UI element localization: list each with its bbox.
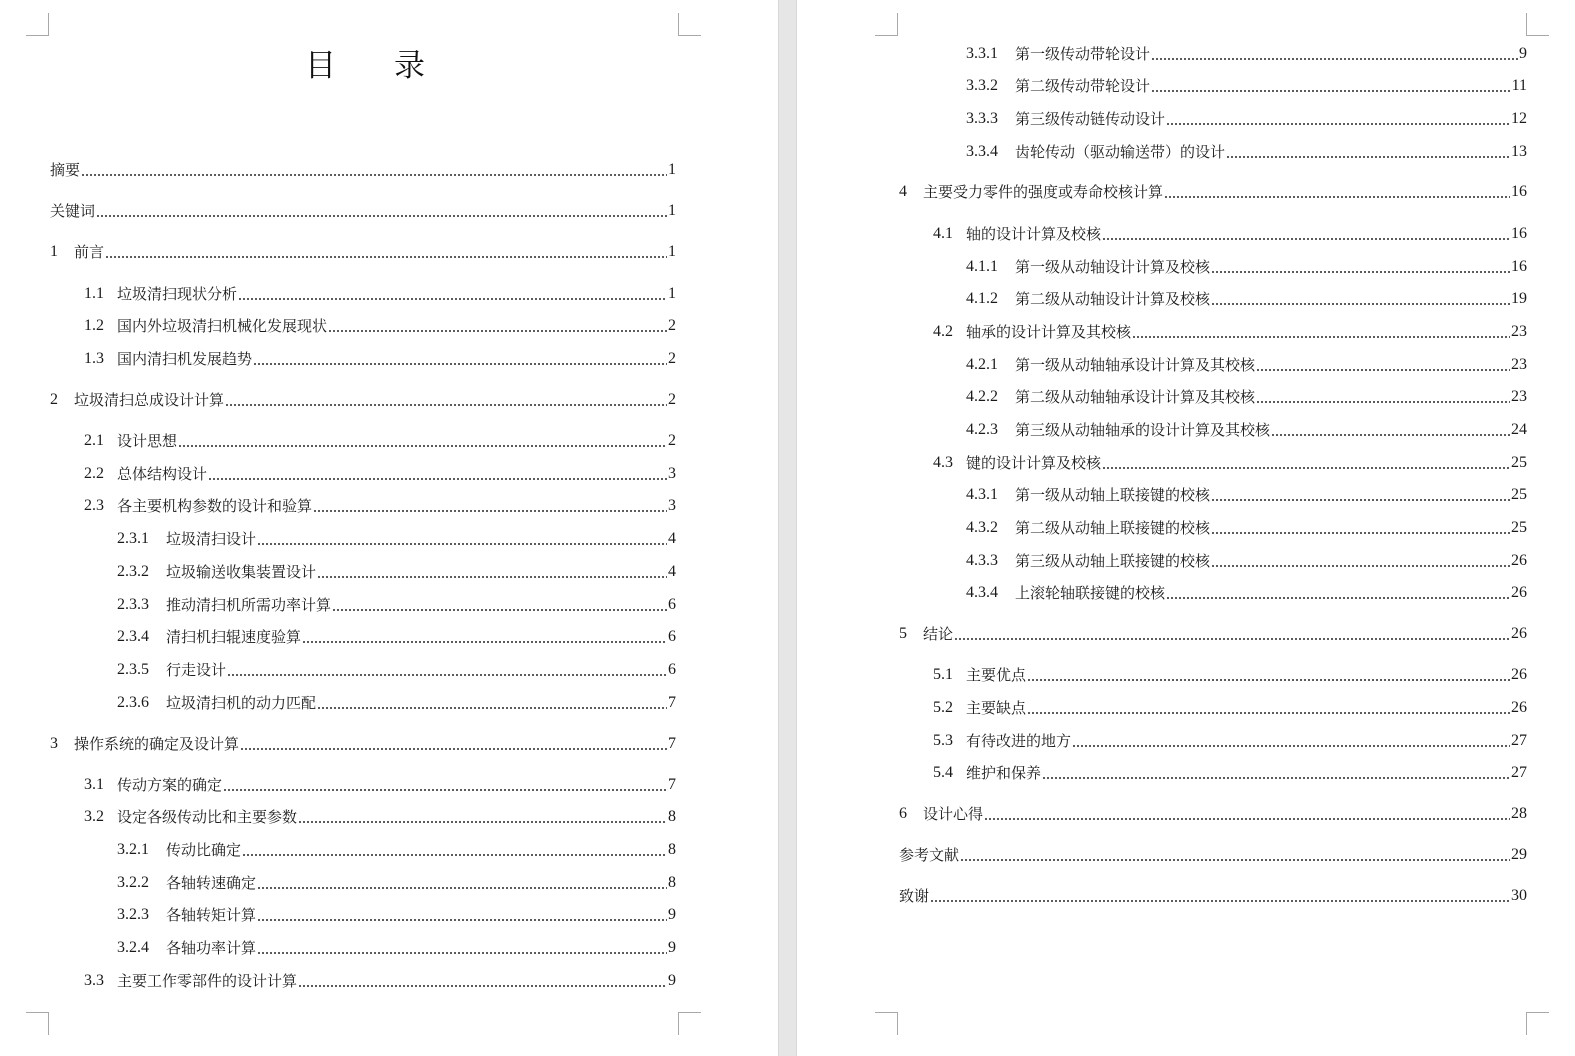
toc-entry[interactable] <box>117 527 676 549</box>
toc-entry-number: 4.3.2 <box>966 519 998 536</box>
toc-entry[interactable] <box>117 871 676 893</box>
toc-entry-number: 4.3.3 <box>966 552 998 569</box>
toc-entry-label: 国内外垃圾清扫机械化发展现状 <box>117 317 328 335</box>
toc-entry[interactable] <box>966 353 1527 375</box>
toc-entry-page-number: 23 <box>1511 323 1527 340</box>
dot-leader <box>105 256 667 258</box>
toc-entry[interactable] <box>966 385 1527 407</box>
dot-leader <box>1271 434 1510 436</box>
toc-entry-page-number: 3 <box>668 497 676 514</box>
dot-leader <box>1151 58 1518 60</box>
toc-entry-page-number: 26 <box>1511 584 1527 601</box>
toc-entry-number: 2.1 <box>84 432 104 449</box>
toc-entry-page-number: 8 <box>668 841 676 858</box>
toc-entry-page-number: 27 <box>1511 764 1527 781</box>
toc-entry-label: 各轴转速确定 <box>166 874 257 892</box>
page-corner-mark <box>1526 13 1549 36</box>
toc-entry-page-number: 7 <box>668 735 676 752</box>
toc-entry-label: 轴承的设计计算及其校核 <box>966 323 1132 341</box>
toc-entry[interactable] <box>117 838 676 860</box>
toc-entry-number: 2.3.5 <box>117 661 149 678</box>
toc-entry-label: 结论 <box>923 625 954 643</box>
dot-leader <box>225 404 667 406</box>
toc-entry-label: 上滚轮轴联接键的校核 <box>1015 584 1166 602</box>
toc-entry-number: 1.1 <box>84 285 104 302</box>
page-corner-mark <box>1526 1012 1549 1035</box>
toc-entry-label: 垃圾清扫设计 <box>166 530 257 548</box>
toc-entry-number: 3.3 <box>84 972 104 989</box>
dot-leader <box>328 330 667 332</box>
toc-entry-page-number: 6 <box>668 628 676 645</box>
toc-entry-page-number: 3 <box>668 465 676 482</box>
toc-entry[interactable] <box>117 936 676 958</box>
toc-entry-page-number: 30 <box>1511 887 1527 904</box>
toc-entry-page-number: 26 <box>1511 666 1527 683</box>
toc-entry[interactable] <box>899 622 1527 644</box>
toc-entry[interactable] <box>933 696 1527 718</box>
toc-entry-number: 3.3.1 <box>966 45 998 62</box>
toc-entry-page-number: 2 <box>668 317 676 334</box>
toc-entry[interactable] <box>966 107 1527 129</box>
toc-entry[interactable] <box>117 593 676 615</box>
toc-entry[interactable] <box>933 663 1527 685</box>
toc-entry-page-number: 8 <box>668 808 676 825</box>
toc-entry[interactable] <box>84 969 676 991</box>
toc-entry-label: 摘要 <box>50 161 81 179</box>
toc-entry-label: 传动比确定 <box>166 841 242 859</box>
dot-leader <box>96 215 667 217</box>
toc-entry[interactable] <box>966 287 1527 309</box>
toc-entry[interactable] <box>84 314 676 336</box>
toc-entry-label: 设计思想 <box>117 432 178 450</box>
dot-leader <box>253 363 667 365</box>
toc-entry[interactable] <box>117 625 676 647</box>
toc-entry-label: 国内清扫机发展趋势 <box>117 350 253 368</box>
toc-entry-number: 3.2.3 <box>117 906 149 923</box>
toc-entry-label: 致谢 <box>899 887 930 905</box>
toc-entry-label: 轴的设计计算及校核 <box>966 225 1102 243</box>
toc-entry-page-number: 27 <box>1511 732 1527 749</box>
dot-leader <box>1132 336 1510 338</box>
toc-entry-page-number: 25 <box>1511 486 1527 503</box>
dot-leader <box>298 821 667 823</box>
toc-entry-page-number: 9 <box>668 906 676 923</box>
toc-entry[interactable] <box>966 418 1527 440</box>
toc-entry-number: 4.2.2 <box>966 388 998 405</box>
page-corner-mark <box>875 1012 898 1035</box>
toc-entry-label: 第三级从动轴上联接键的校核 <box>1015 552 1211 570</box>
toc-entry-number: 4.3 <box>933 454 953 471</box>
toc-entry-number: 4.2 <box>933 323 953 340</box>
toc-entry-label: 维护和保养 <box>966 764 1042 782</box>
toc-entry-label: 垃圾输送收集装置设计 <box>166 563 317 581</box>
toc-entry-label: 各轴转矩计算 <box>166 906 257 924</box>
toc-entry-page-number: 7 <box>668 776 676 793</box>
toc-entry-page-number: 16 <box>1511 183 1527 200</box>
toc-entry-label: 操作系统的确定及设计算 <box>74 735 240 753</box>
toc-entry-page-number: 6 <box>668 596 676 613</box>
toc-entry[interactable] <box>933 320 1527 342</box>
dot-leader <box>1042 777 1510 779</box>
toc-entry-label: 第一级传动带轮设计 <box>1015 45 1151 63</box>
toc-entry[interactable] <box>966 140 1527 162</box>
dot-leader <box>1164 196 1510 198</box>
toc-entry-label: 各轴功率计算 <box>166 939 257 957</box>
toc-entry-number: 1.2 <box>84 317 104 334</box>
dot-leader <box>1211 565 1510 567</box>
toc-entry-page-number: 29 <box>1511 846 1527 863</box>
toc-entry-page-number: 26 <box>1511 552 1527 569</box>
document-page-left <box>0 0 778 1056</box>
toc-entry[interactable] <box>933 761 1527 783</box>
toc-entry-number: 4.1.1 <box>966 258 998 275</box>
toc-entry[interactable] <box>50 199 676 221</box>
toc-entry-page-number: 2 <box>668 432 676 449</box>
toc-entry[interactable] <box>966 42 1527 64</box>
dot-leader <box>238 298 667 300</box>
toc-entry-number: 5.2 <box>933 699 953 716</box>
toc-entry-page-number: 28 <box>1511 805 1527 822</box>
toc-entry-label: 总体结构设计 <box>117 465 208 483</box>
toc-entry-number: 4.3.1 <box>966 486 998 503</box>
dot-leader <box>302 641 667 643</box>
toc-entry[interactable] <box>84 347 676 369</box>
toc-title: 目录 <box>305 48 483 84</box>
toc-entry[interactable] <box>933 729 1527 751</box>
toc-entry-number: 1 <box>50 243 58 260</box>
toc-entry-label: 垃圾清扫现状分析 <box>117 285 238 303</box>
dot-leader <box>317 707 667 709</box>
toc-entry-page-number: 11 <box>1511 77 1527 94</box>
dot-leader <box>1027 679 1510 681</box>
toc-entry[interactable] <box>50 240 676 262</box>
toc-entry-number: 2.3.3 <box>117 596 149 613</box>
dot-leader <box>1226 156 1510 158</box>
toc-entry[interactable] <box>899 843 1527 865</box>
dot-leader <box>298 985 667 987</box>
toc-entry-number: 3.2.2 <box>117 874 149 891</box>
toc-entry-page-number: 26 <box>1511 699 1527 716</box>
toc-entry[interactable] <box>933 451 1527 473</box>
toc-entry-number: 3 <box>50 735 58 752</box>
page-corner-mark <box>678 1012 701 1035</box>
toc-entry-label: 行走设计 <box>166 661 227 679</box>
toc-entry[interactable] <box>966 516 1527 538</box>
toc-entry-number: 4.3.4 <box>966 584 998 601</box>
toc-entry-number: 4.1 <box>933 225 953 242</box>
toc-entry-label: 推动清扫机所需功率计算 <box>166 596 332 614</box>
toc-entry-label: 前言 <box>74 243 105 261</box>
dot-leader <box>317 576 667 578</box>
toc-entry[interactable] <box>84 429 676 451</box>
toc-entry-label: 主要优点 <box>966 666 1027 684</box>
toc-entry-label: 第二级传动带轮设计 <box>1015 77 1151 95</box>
dot-leader <box>1072 745 1510 747</box>
toc-entry[interactable] <box>966 581 1527 603</box>
toc-entry-number: 3.3.3 <box>966 110 998 127</box>
toc-entry-label: 参考文献 <box>899 846 960 864</box>
toc-entry-label: 关键词 <box>50 202 96 220</box>
toc-entry-label: 垃圾清扫机的动力匹配 <box>166 694 317 712</box>
toc-entry[interactable] <box>84 462 676 484</box>
dot-leader <box>1211 271 1510 273</box>
dot-leader <box>257 919 667 921</box>
toc-entry-number: 3.3.2 <box>966 77 998 94</box>
dot-leader <box>1211 532 1510 534</box>
toc-entry[interactable] <box>933 222 1527 244</box>
toc-entry[interactable] <box>84 494 676 516</box>
toc-entry-label: 齿轮传动（驱动输送带）的设计 <box>1015 143 1226 161</box>
toc-entry-page-number: 7 <box>668 694 676 711</box>
toc-entry-number: 3.3.4 <box>966 143 998 160</box>
toc-entry-label: 设定各级传动比和主要参数 <box>117 808 298 826</box>
toc-entry[interactable] <box>117 691 676 713</box>
dot-leader <box>1102 238 1510 240</box>
toc-entry-label: 第二级从动轴设计计算及校核 <box>1015 290 1211 308</box>
page-corner-mark <box>26 13 49 36</box>
toc-entry-label: 设计心得 <box>923 805 984 823</box>
dot-leader <box>242 854 667 856</box>
toc-entry-label: 各主要机构参数的设计和验算 <box>117 497 313 515</box>
toc-entry-number: 3.1 <box>84 776 104 793</box>
dot-leader <box>257 952 667 954</box>
toc-entry-number: 2.3.6 <box>117 694 149 711</box>
toc-entry-label: 主要缺点 <box>966 699 1027 717</box>
toc-entry-page-number: 1 <box>668 202 676 219</box>
toc-entry[interactable] <box>966 255 1527 277</box>
toc-entry[interactable] <box>966 549 1527 571</box>
dot-leader <box>257 887 667 889</box>
toc-entry-label: 第二级从动轴轴承设计计算及其校核 <box>1015 388 1256 406</box>
toc-entry-page-number: 23 <box>1511 356 1527 373</box>
toc-entry-number: 2.3 <box>84 497 104 514</box>
dot-leader <box>930 900 1510 902</box>
toc-entry-number: 5 <box>899 625 907 642</box>
toc-entry-number: 2.2 <box>84 465 104 482</box>
toc-entry-number: 2.3.4 <box>117 628 149 645</box>
toc-entry-number: 3.2.1 <box>117 841 149 858</box>
dot-leader <box>1256 401 1510 403</box>
toc-entry-page-number: 6 <box>668 661 676 678</box>
toc-entry-page-number: 9 <box>668 939 676 956</box>
toc-entry-number: 1.3 <box>84 350 104 367</box>
toc-entry-page-number: 1 <box>668 285 676 302</box>
dot-leader <box>81 174 667 176</box>
dot-leader <box>223 789 667 791</box>
toc-entry-label: 清扫机扫辊速度验算 <box>166 628 302 646</box>
toc-entry-page-number: 2 <box>668 391 676 408</box>
toc-entry-label: 第一级从动轴上联接键的校核 <box>1015 486 1211 504</box>
toc-entry-page-number: 8 <box>668 874 676 891</box>
toc-entry-label: 有待改进的地方 <box>966 732 1072 750</box>
dot-leader <box>1102 467 1510 469</box>
toc-entry-number: 4 <box>899 183 907 200</box>
toc-entry-number: 2 <box>50 391 58 408</box>
toc-entry-label: 主要工作零部件的设计计算 <box>117 972 298 990</box>
toc-entry-page-number: 16 <box>1511 225 1527 242</box>
toc-entry-number: 5.4 <box>933 764 953 781</box>
toc-entry[interactable] <box>84 805 676 827</box>
dot-leader <box>178 445 667 447</box>
toc-entry-label: 第三级从动轴轴承的设计计算及其校核 <box>1015 421 1271 439</box>
page-gutter <box>778 0 797 1056</box>
toc-entry[interactable] <box>84 282 676 304</box>
toc-entry-page-number: 12 <box>1511 110 1527 127</box>
toc-entry[interactable] <box>50 732 676 754</box>
toc-entry-number: 2.3.2 <box>117 563 149 580</box>
toc-entry-label: 第一级从动轴设计计算及校核 <box>1015 258 1211 276</box>
toc-entry-page-number: 13 <box>1511 143 1527 160</box>
dot-leader <box>257 543 667 545</box>
dot-leader <box>1256 369 1510 371</box>
toc-entry-label: 主要受力零件的强度或寿命校核计算 <box>923 183 1164 201</box>
toc-entry[interactable] <box>84 773 676 795</box>
toc-entry-page-number: 25 <box>1511 454 1527 471</box>
dot-leader <box>954 638 1510 640</box>
toc-entry-label: 第一级从动轴轴承设计计算及其校核 <box>1015 356 1256 374</box>
dot-leader <box>1166 123 1510 125</box>
dot-leader <box>960 859 1510 861</box>
page-corner-mark <box>678 13 701 36</box>
toc-entry-number: 4.1.2 <box>966 290 998 307</box>
dot-leader <box>227 674 667 676</box>
toc-entry[interactable] <box>50 388 676 410</box>
toc-entry-number: 3.2 <box>84 808 104 825</box>
toc-entry[interactable] <box>50 158 676 180</box>
toc-entry[interactable] <box>899 180 1527 202</box>
toc-entry[interactable] <box>899 802 1527 824</box>
dot-leader <box>1211 499 1510 501</box>
dot-leader <box>1166 597 1510 599</box>
toc-entry-page-number: 2 <box>668 350 676 367</box>
toc-entry-label: 垃圾清扫总成设计计算 <box>74 391 225 409</box>
toc-entry-page-number: 24 <box>1511 421 1527 438</box>
toc-entry-page-number: 19 <box>1511 290 1527 307</box>
toc-entry-page-number: 25 <box>1511 519 1527 536</box>
toc-entry-page-number: 1 <box>668 243 676 260</box>
toc-entry-label: 第二级从动轴上联接键的校核 <box>1015 519 1211 537</box>
dot-leader <box>208 478 667 480</box>
dot-leader <box>1151 90 1511 92</box>
toc-entry-label: 传动方案的确定 <box>117 776 223 794</box>
toc-entry-number: 6 <box>899 805 907 822</box>
dot-leader <box>984 818 1510 820</box>
dot-leader <box>313 510 667 512</box>
toc-entry-number: 2.3.1 <box>117 530 149 547</box>
dot-leader <box>240 748 667 750</box>
document-page-right <box>797 0 1575 1056</box>
toc-entry[interactable] <box>117 560 676 582</box>
toc-entry-page-number: 1 <box>668 161 676 178</box>
toc-entry-page-number: 26 <box>1511 625 1527 642</box>
toc-entry-page-number: 9 <box>1519 45 1527 62</box>
toc-entry[interactable] <box>117 658 676 680</box>
toc-entry-page-number: 9 <box>668 972 676 989</box>
toc-entry-page-number: 16 <box>1511 258 1527 275</box>
toc-entry-page-number: 4 <box>668 563 676 580</box>
toc-entry-number: 5.1 <box>933 666 953 683</box>
toc-entry-number: 3.2.4 <box>117 939 149 956</box>
toc-entry-page-number: 4 <box>668 530 676 547</box>
toc-entry-number: 4.2.3 <box>966 421 998 438</box>
toc-entry[interactable] <box>966 483 1527 505</box>
toc-entry[interactable] <box>966 74 1527 96</box>
toc-entry[interactable] <box>899 884 1527 906</box>
dot-leader <box>1027 712 1510 714</box>
page-corner-mark <box>26 1012 49 1035</box>
toc-entry-number: 5.3 <box>933 732 953 749</box>
toc-entry-number: 4.2.1 <box>966 356 998 373</box>
dot-leader <box>1211 303 1510 305</box>
toc-entry[interactable] <box>117 903 676 925</box>
toc-entry-label: 键的设计计算及校核 <box>966 454 1102 472</box>
toc-entry-label: 第三级传动链传动设计 <box>1015 110 1166 128</box>
page-corner-mark <box>875 13 898 36</box>
toc-entry-page-number: 23 <box>1511 388 1527 405</box>
dot-leader <box>332 609 667 611</box>
